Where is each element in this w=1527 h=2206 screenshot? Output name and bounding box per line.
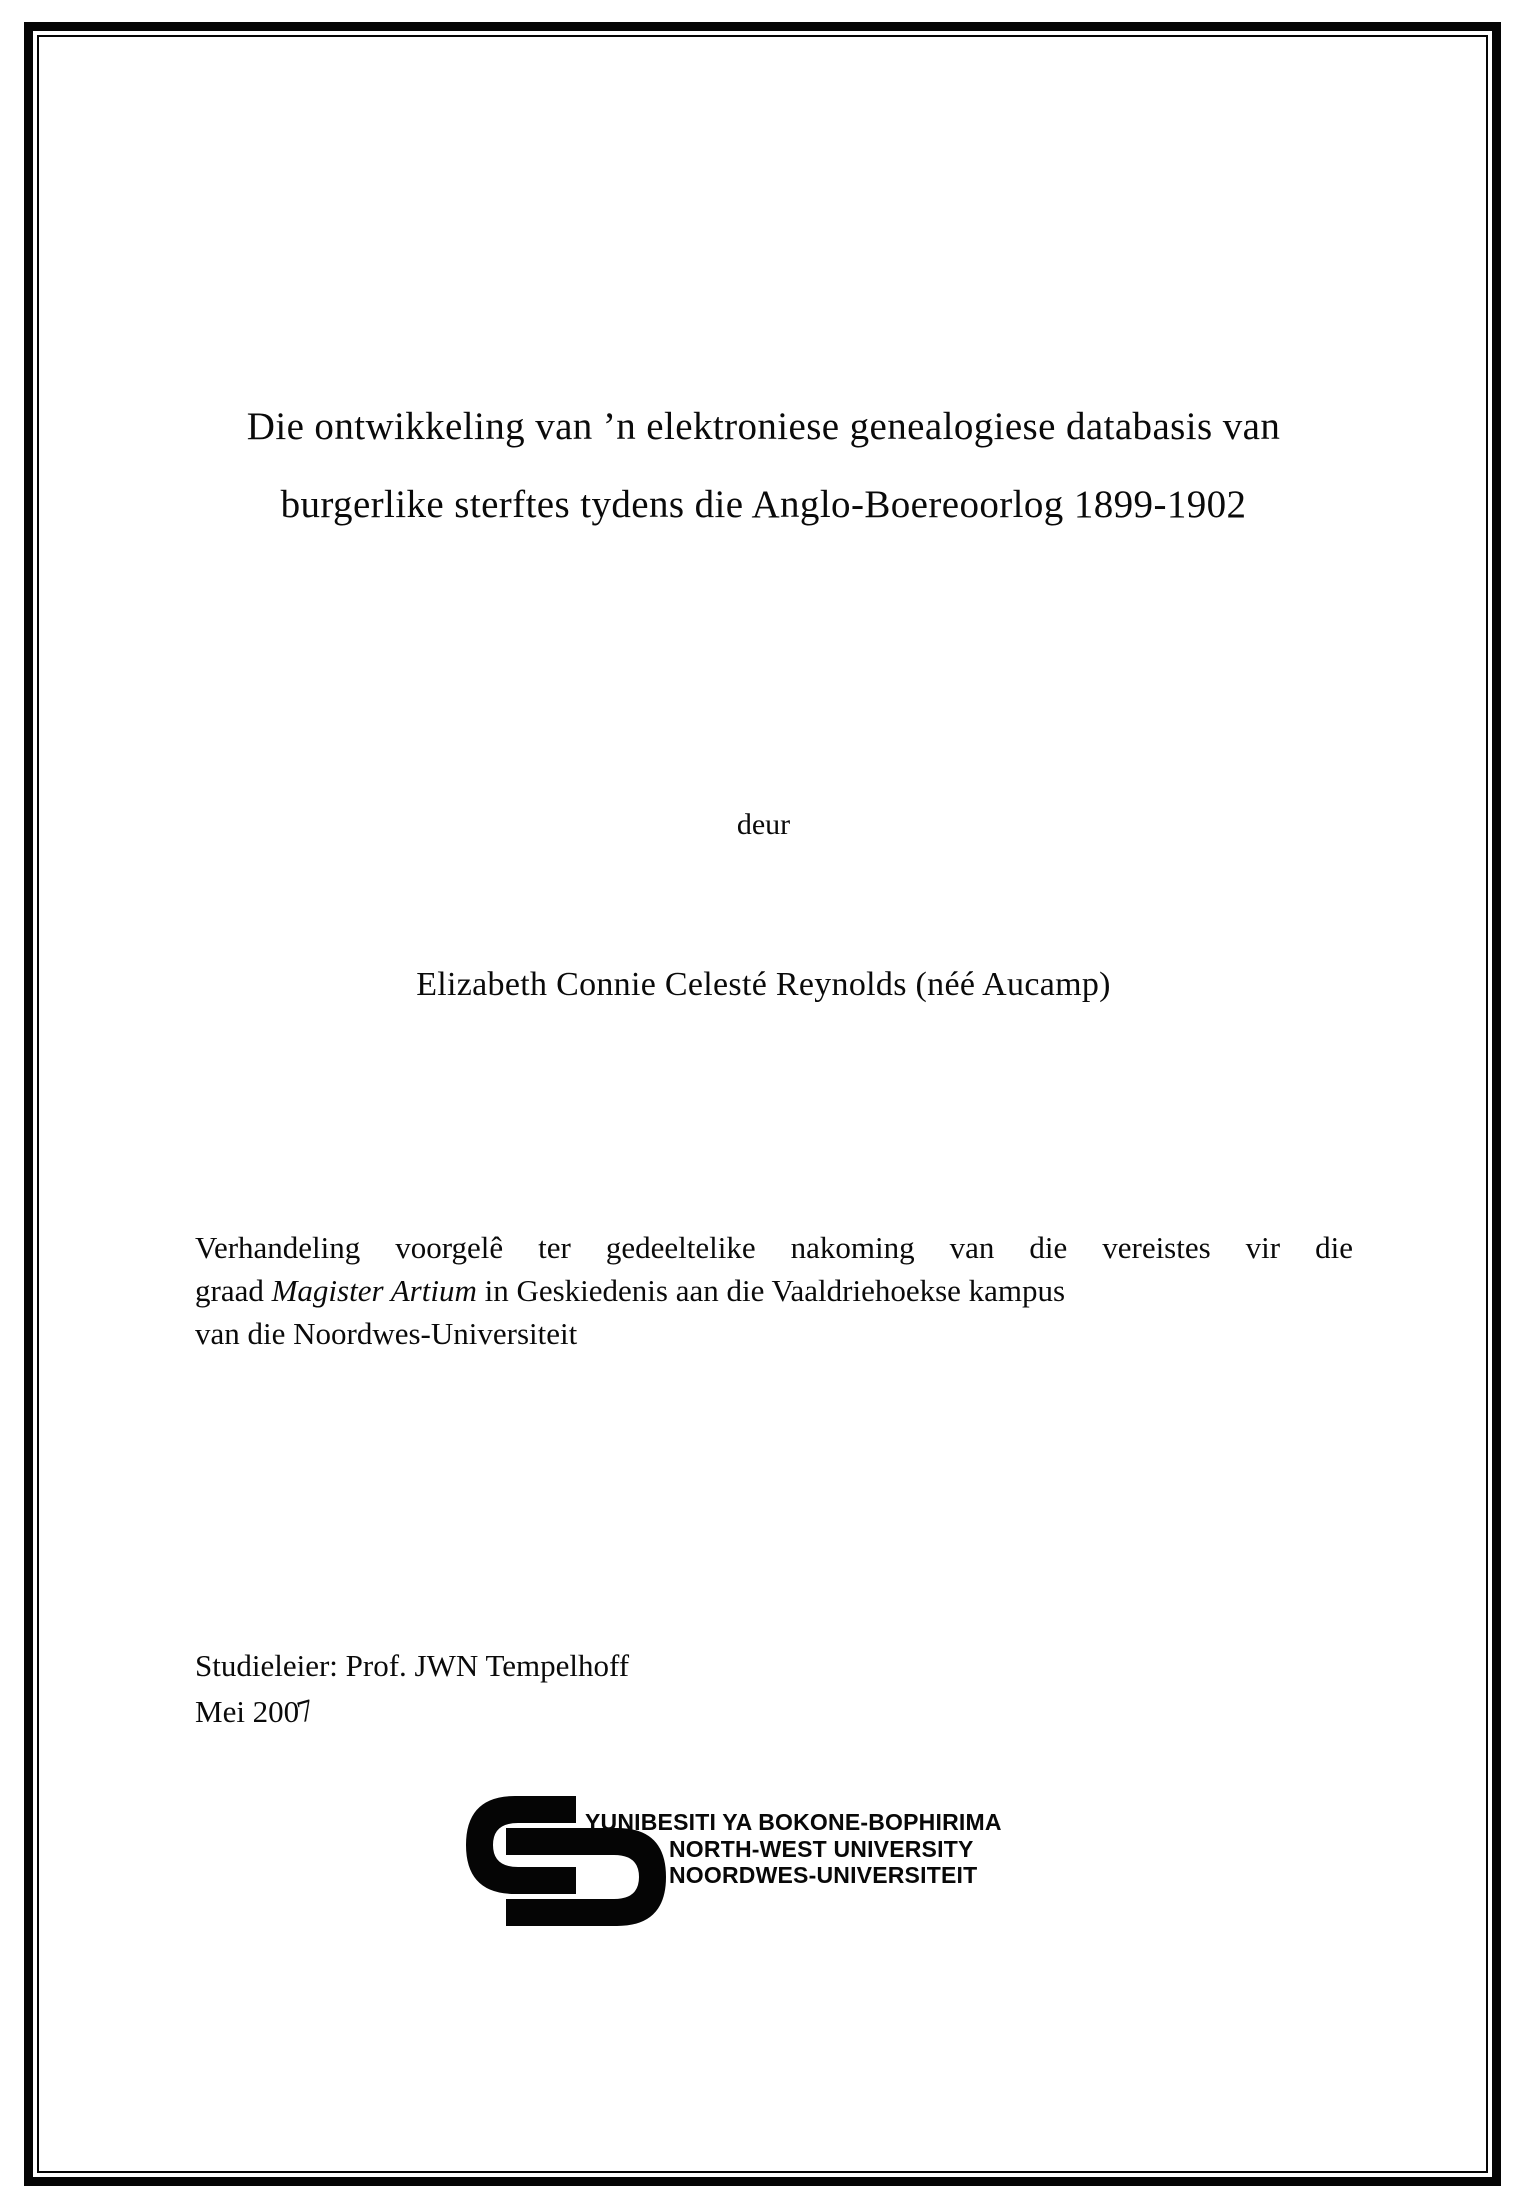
logo-line-1: YUNIBESITI YA BOKONE-BOPHIRIMA [585, 1809, 1002, 1835]
author-name: Elizabeth Connie Celesté Reynolds (néé Aucamp) [416, 966, 1111, 1003]
degree-name-italic: Magister Artium [271, 1273, 477, 1308]
description-line-2 [195, 1269, 1353, 1312]
logo-line-3: NOORDWES-UNIVERSITEIT [669, 1862, 978, 1888]
date-last-digit: 7 [293, 1691, 318, 1730]
thesis-description [195, 1226, 1353, 1355]
logo-wordmark [585, 1809, 1002, 1889]
thesis-title-line-2: burgerlike sterftes tydens die Anglo-Boereoorlog 1899-1902 [280, 483, 1247, 526]
thesis-title-line-1: Die ontwikkeling van ’n elektroniese genealogiese databasis van [246, 405, 1281, 448]
description-line-3: van die Noordwes-Universiteit [195, 1316, 578, 1351]
university-logo [466, 1796, 1126, 1971]
byline-deur: deur [736, 808, 791, 841]
date-prefix: Mei 200 [195, 1694, 300, 1729]
supervisor-line: Studieleier: Prof. JWN Tempelhoff [195, 1648, 630, 1683]
description-line-1: Verhandeling voorgelê ter gedeeltelike nakoming van die vereistes vir die [195, 1230, 1353, 1265]
description-line-2-prefix: graad [195, 1273, 272, 1308]
date-line [195, 1691, 318, 1730]
logo-line-2: NORTH-WEST UNIVERSITY [669, 1835, 974, 1862]
description-line-2-suffix: in Geskiedenis aan die Vaaldriehoekse kampus [476, 1273, 1066, 1308]
